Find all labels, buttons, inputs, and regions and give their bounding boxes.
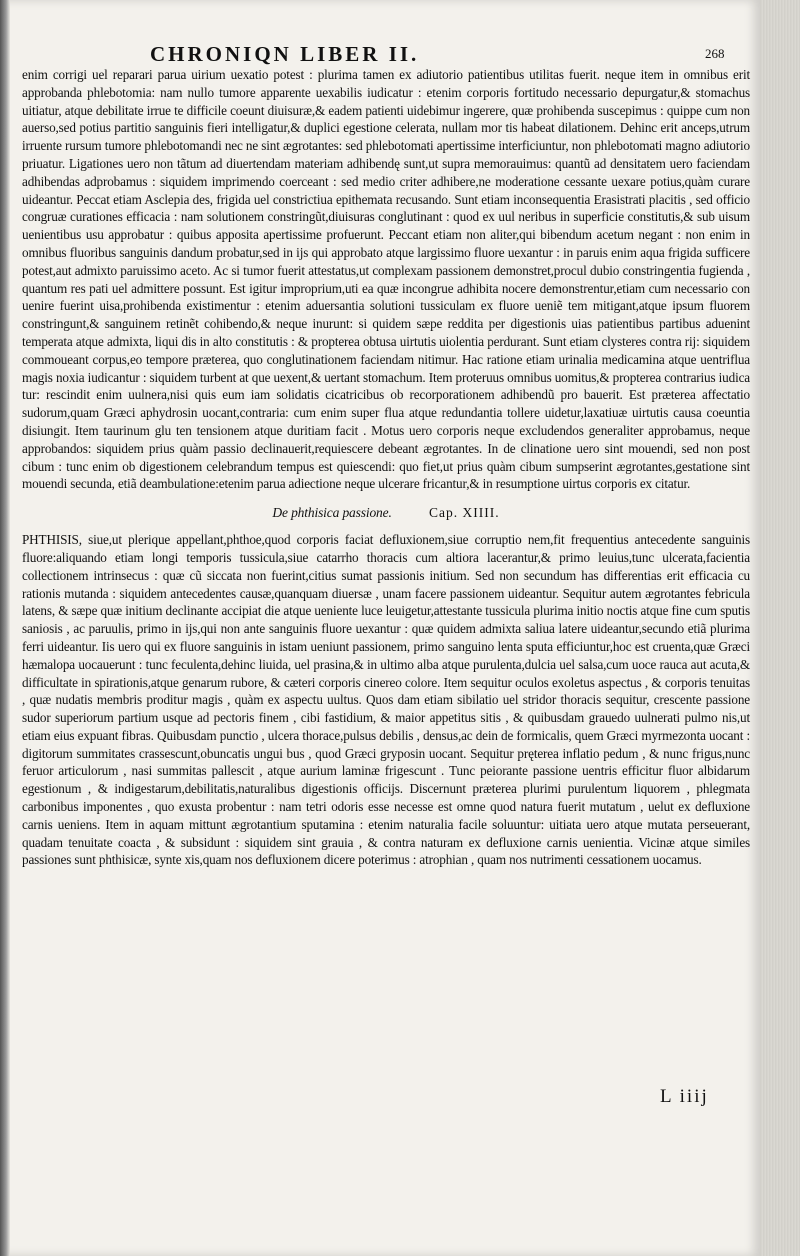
chapter-heading — [22, 503, 750, 523]
chapter-number: Cap. XIIII. — [428, 505, 500, 521]
signature-mark: L iiij — [660, 1086, 709, 1107]
paragraph-phthisis: PHTHISIS, siue,ut plerique appellant,phthoe,quod corporis faciat defluxionem,siue corruptio nem,fit frequentius antecedente sanguinis fluore:aliquando etiam longi temporis tussicula,siue catarrho thoracis cum altiora lacerantur,& primo leuius,tunc ulcerata,facientia collectionem intrinsecus : quæ cũ siccata non fuerint,citius sumat passionis initium. Sed non secundum has differentias erit efficacia cu rationis mutanda : siquidem antecedentes causæ,quanquam diuersæ , unam facere passionem uideantur. Sequitur autem ægrotantes febricula latens, & sæpe quæ initium declinante accipiat die atque ueniente luce leuigetur,attestante tussicula plurima initio noctis atque fine cum sputis saniosis , ac paruulis, primo in ijs,qui non ante sanguinis fluore uexantur : quæ quidem admixta saliua latere uideantur,secundo etiã plurima ferri uideantur. Iis uero qui ex fluore sanguinis in istam ueniunt passionem, primo sanguino lenta sputa efficiuntur,hoc est cruenta,quæ Græci hæmalopa uocauerunt : tunc feculenta,dehinc liuida, uel prasina,& in ultimo alba atque purulenta,dulcia uel salsa,cum uoce rauca aut acuta,& difficultate in spirationis,atque genarum rubore, & cæteri corporis cinereo colore. Item sequitur oculos exoletus aspectus , & corporis tenuitas , quæ nudatis membris proditur magis , quàm ex aspectu uultus. Quos dam etiam sibilatio uel stridor thoracis sequitur, crescente passione sudor superiorum partium usque ad pectoris finem , cibi fastidium, & maior appetitus sitis , & quibusdam grauedo uulnerati pulmo nis,ut etiam eius expuant fibras. Quibusdam punctio , ulcera thorace,pulsus debilis , densus,ac dein de formicalis, quem Græci myrmezonta uocant : digitorum summitates crassescunt,obuncatis ungui bus , quod Græci gryposin uocant. Sequitur pręterea inflatio pedum , & nunc frigus,nunc feruor articulorum , nasi summitas pallescit , atque aurium laminæ frigescunt . Tunc peiorante passione uentris efficitur fluor albidarum egestionum , & indigestarum,debilitatis,naturalibus digestionis officijs. Discernunt præterea plurimi purulentum liquorem , phlegmata carbonibus imponentes , quo exusta probentur : nam tetri odoris esse necesse est omne quod natura fuerit mutatum , uelut ex defluxione carnis ueniens. Item in aquam mittunt ægrotantium sputamina : etenim naturalia facile soluuntur: uitiata uero atque mutata perseuerant, quadam tenuitate coacta , & subsidunt : siquidem sint grauia , & contra naturam ex defluxione carnis uenientia. Vicinæ atque similes passiones sunt phthisicæ, synte xis,quam nos defluxionem dicere poterimus : atrophian , quam nos nutrimenti cessationem uocamus. — [22, 532, 750, 868]
page-header — [0, 40, 760, 68]
paragraph-continued: enim corrigi uel reparari parua uirium uexatio potest : plurima tamen ex adiutorio patientibus utilitas fuerit. neque item in omnibus erit approbanda phlebotomia: nam nullo tumore apparente uexabilis iudicatur : etenim corporis fortitudo necessario depurgatur,& stomachus uitiatur, atque debilitate irrue te difficile coeunt diuisuræ,& eadem patienti uidebimur ingerere, quæ prohibenda suscepimus : quippe cum non auerso,sed potius partitio sanguinis fieri intelligatur,& duplici egestione celerata, nullam mor tis habeat dilationem. Dehinc erit anceps,utrum irruente rursum tumore phlebotomandi nec ne sint ægrotantes: sed phlebotomati apertissime interficiuntur, non phlebotomati magno adiutorio priuatur. Ligationes uero non tãtum ad diuertendam materiam adhibendę sunt,ut supra memorauimus: quantũ ad densitatem uero faciendam adhibendas adprobamus : siquidem imprimendo coerceant : sed medio criter adhibere,ne moderatione cessante uexare potius,quàm curare uideantur. Peccat etiam Asclepia des, frigida uel constrictiua epithemata recusando. Sunt etiam inconsequentia Erasistrati placitis , sed officio congruæ curationes efficacia : nam solutionem constringũt,diuisuras conglutinant : quod ex uul neribus in superficie constitutis,& sub uisum uenientibus usu approbatur : quibus apposita apertissime profuerunt. Peccant etiam non aliter,qui bibendum acetum negant : non enim in omnibus fluoribus sanguinis dandum probatur,sed in ijs qui approbato atque largissimo fluore uexantur : in paruis enim aqua frigida sufficere potest,aut admixto paruissimo aceto. Ac si tumor fuerit attestatus,ut complexam passionem demonstret,procul dubio constringentia fugienda , quantum res pati uel admittere possunt. Est igitur improprium,uti ea quæ incongrue adhibita nocere demonstrentur,etiam cum necessario con uenire fuerint uisa,prohibenda existimentur : etenim aduersantia solutioni tussiculam ex fluore ueniẽ tem mitigant,atque ipsum fluorem constringunt,& sanguinem retinẽt cohibendo,& neque inurunt: si quidem sæpe reddita per digestionis uias patientibus partibus aduenint temperata atque admixta, liqui dis in alto constitutis : & propterea obtusa uirtutis uiolentia perdurant. Sunt etiam clysteres contra rij: siquidem commoueant corpus,eo tempore præterea, quo conglutinationem faciendam nitimur. Hac ratione etiam urinalia medicamina atque uentriflua magis noxia iudicantur : siquidem turbent at que uexent,& uertant stomachum. Item proteruus omnibus uomitus,& propterea contrarius iudica tur: rescindit enim uulnera,nisi quis eum iam solidatis cicatricibus ob recorporationem adhibendũ pro bauerit. Est præterea affectatio sudorum,quam Græci aphydrosin uocant,contraria: cum enim super flua atque redundantia tollere uidetur,laxatiuæ uirtutis causa coeuntia disiungit. Item taurinum glu ten tensionem atque duritiam facit . Motus uero corporis neque excludendos generaliter approbamus, neque approbandos: siquidem prius quàm passio declinauerit,requiescere debeant ægrotantes. In de clinatione uero sint mouendi, sed non post cibum : tunc enim ob digestionem celebrandum tempus est quiescendi: quo fiet,ut prius quàm cibum sumpserint ægrotantes,gestatione sint mouendi secunda, etiã deambulatione:etenim parua adiectione neque ulcerare fricantur,& in resumptione uirtus corporis ex citatur. — [22, 67, 750, 492]
chapter-title: De phthisica passione. — [272, 505, 392, 521]
page-body — [22, 66, 750, 869]
running-title: CHRONIQN LIBER II. — [150, 42, 420, 66]
page-number: 268 — [705, 46, 725, 61]
page-gutter — [0, 0, 10, 1256]
book-page-edges — [760, 0, 800, 1256]
